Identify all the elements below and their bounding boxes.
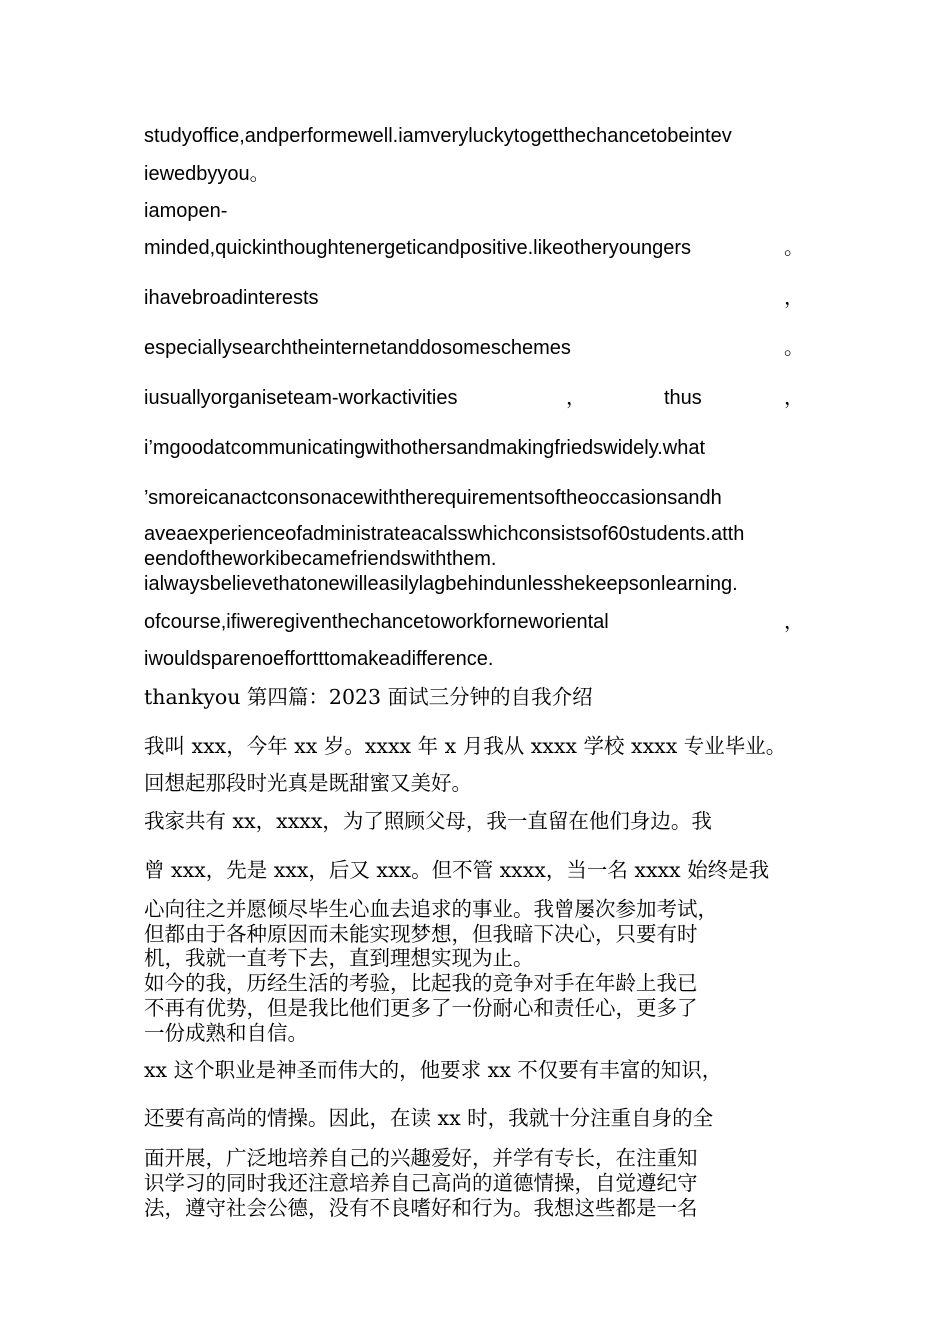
text-token: ， [784,611,804,633]
text-line: 曾 xxx，先是 xxx，后又 xxx。但不管 xxxx，当一名 xxxx 始终是我 [144,858,770,882]
text-line: 但都由于各种原因而未能实现梦想，但我暗下决心，只要有时 [144,922,698,946]
text-line: ihavebroadinterests [144,287,319,309]
text-line: studyoffice,andperformewell.iamveryluckytogetthechancetobeintev [144,125,732,147]
text-line: 回想起那段时光真是既甜蜜又美好。 [144,771,472,795]
text-line: iewedbyyou。 [144,163,270,185]
text-line: 还要有高尚的情操。因此，在读 xx 时，我就十分注重自身的全 [144,1106,714,1130]
text-token: 。 [784,337,804,359]
text-line: 我家共有 xx，xxxx，为了照顾父母，我一直留在他们身边。我 [144,809,712,833]
text-token: thus [664,387,702,409]
text-line: ofcourse,ifiweregiventhechancetoworkforneworiental [144,611,609,633]
text-token: ， [784,287,804,309]
text-line: aveaexperienceofadministrateacalsswhichconsistsof60students.atth [144,523,745,545]
text-line: i’mgoodatcommunicatingwithothersandmakingfriedswidely.what [144,437,706,459]
text-line: especiallysearchtheinternetanddosomeschemes [144,337,571,359]
text-line: minded,quickinthoughtenergeticandpositive.likeotheryoungers [144,237,692,259]
text-token: ， [784,387,804,409]
text-line: ialwaysbelievethatonewilleasilylagbehindunlesshekeepsonlearning. [144,573,738,595]
section-heading: thankyou 第四篇：2023 面试三分钟的自我介绍 [144,685,593,709]
text-line: 识学习的同时我还注意培养自己高尚的道德情操，自觉遵纪守 [144,1171,698,1195]
text-token: ， [566,387,586,409]
text-line: 心向往之并愿倾尽毕生心血去追求的事业。我曾屡次参加考试， [144,897,718,921]
text-line: ’smoreicanactconsonacewiththerequirementsoftheoccasionsandh [144,487,722,509]
text-line: 不再有优势，但是我比他们更多了一份耐心和责任心，更多了 [144,996,698,1020]
text-line: 机，我就一直考下去，直到理想实现为止。 [144,946,534,970]
text-line: 法，遵守社会公德，没有不良嗜好和行为。我想这些都是一名 [144,1196,698,1220]
text-line: eendoftheworkibecamefriendswiththem. [144,548,497,570]
text-line: iwouldsparenoeffortttomakeadifference. [144,648,494,670]
text-line: iamopen- [144,200,228,222]
text-token: 。 [784,237,804,259]
text-line: xx 这个职业是神圣而伟大的，他要求 xx 不仅要有丰富的知识， [144,1058,723,1082]
text-line: 面开展，广泛地培养自己的兴趣爱好，并学有专长，在注重知 [144,1146,698,1170]
text-line: iusuallyorganiseteam-workactivities [144,387,458,409]
text-line: 一份成熟和自信。 [144,1021,308,1045]
text-line: 如今的我，历经生活的考验，比起我的竞争对手在年龄上我已 [144,971,698,995]
text-line: 我叫 xxx，今年 xx 岁。xxxx 年 x 月我从 xxxx 学校 xxxx 专业毕业。 [144,734,787,758]
